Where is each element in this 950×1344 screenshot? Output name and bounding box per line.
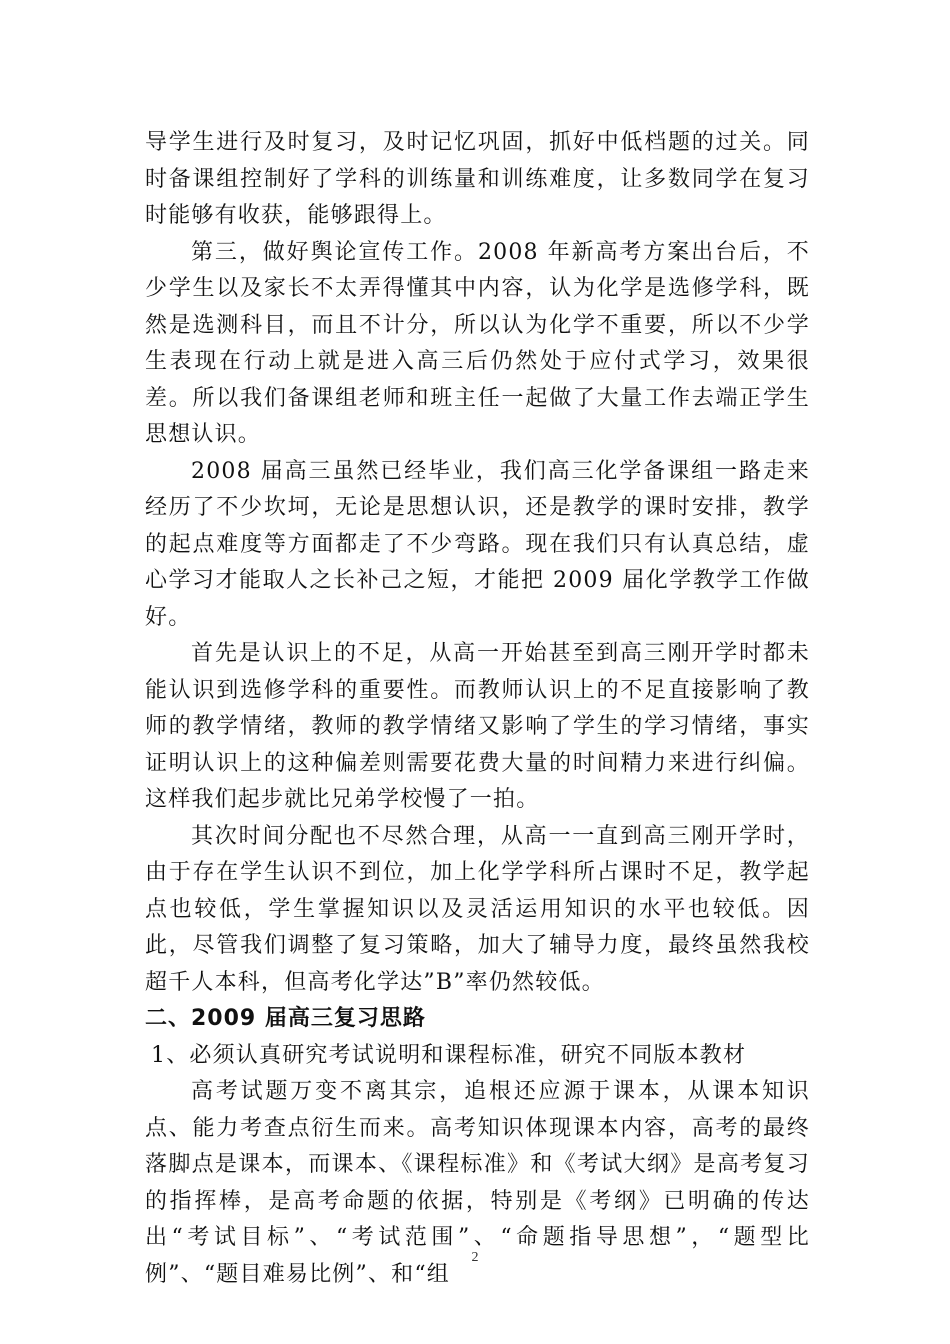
paragraph-continuation: 导学生进行及时复习，及时记忆巩固，抓好中低档题的过关。同时备课组控制好了学科的训练量和训练难度，让多数同学在复习时能够有收获，能够跟得上。 <box>145 130 810 228</box>
page-content <box>145 125 810 1293</box>
paragraph-public-opinion: 第三，做好舆论宣传工作。2008 年新高考方案出台后，不少学生以及家长不太弄得懂其中内容，认为化学是选修学科，既然是选测科目，而且不计分，所以认为化学不重要，所以不少学生表现在行动上就是进入高三后仍然处于应付式学习，效果很差。所以我们备课组老师和班主任一起做了大量工作去端正学生思想认识。 <box>145 239 810 447</box>
paragraph-awareness-shortfall: 首先是认识上的不足，从高一开始甚至到高三刚开学时都未能认识到选修学科的重要性。而教师认识上的不足直接影响了教师的教学情绪，教师的教学情绪又影响了学生的学习情绪，事实证明认识上的这种偏差则需要花费大量的时间精力来进行纠偏。这样我们起步就比兄弟学校慢了一拍。 <box>145 641 810 812</box>
paragraph-2008-summary: 2008 届高三虽然已经毕业，我们高三化学备课组一路走来经历了不少坎坷，无论是思想认识，还是教学的课时安排，教学的起点难度等方面都走了不少弯路。现在我们只有认真总结，虚心学习才能取人之长补己之短，才能把 2009 届化学教学工作做好。 <box>145 458 810 630</box>
page-number: 2 <box>471 1250 479 1265</box>
paragraph-time-allocation: 其次时间分配也不尽然合理，从高一一直到高三刚开学时，由于存在学生认识不到位，加上化学学科所占课时不足，教学起点也较低，学生掌握知识以及灵活运用知识的水平也较低。因此，尽管我们调整了复习策略，加大了辅导力度，最终虽然我校超千人本科，但高考化学达”B”率仍然较低。 <box>145 823 810 995</box>
section-heading: 二、2009 届高三复习思路 <box>145 1006 426 1031</box>
paragraph-exam-basis: 高考试题万变不离其宗，追根还应源于课本，从课本知识点、能力考查点衍生而来。高考知识体现课本内容，高考的最终落脚点是课本，而课本、《课程标准》和《考试大纲》是高考复习的指挥棒，是高考命题的依据，特别是《考纲》已明确的传达出“考试目标”、“考试范围”、“命题指导思想”，“题型比例”、“题目难易比例”、和“组 <box>145 1079 810 1287</box>
subsection-heading: 1、必须认真研究考试说明和课程标准，研究不同版本教材 <box>151 1042 747 1068</box>
